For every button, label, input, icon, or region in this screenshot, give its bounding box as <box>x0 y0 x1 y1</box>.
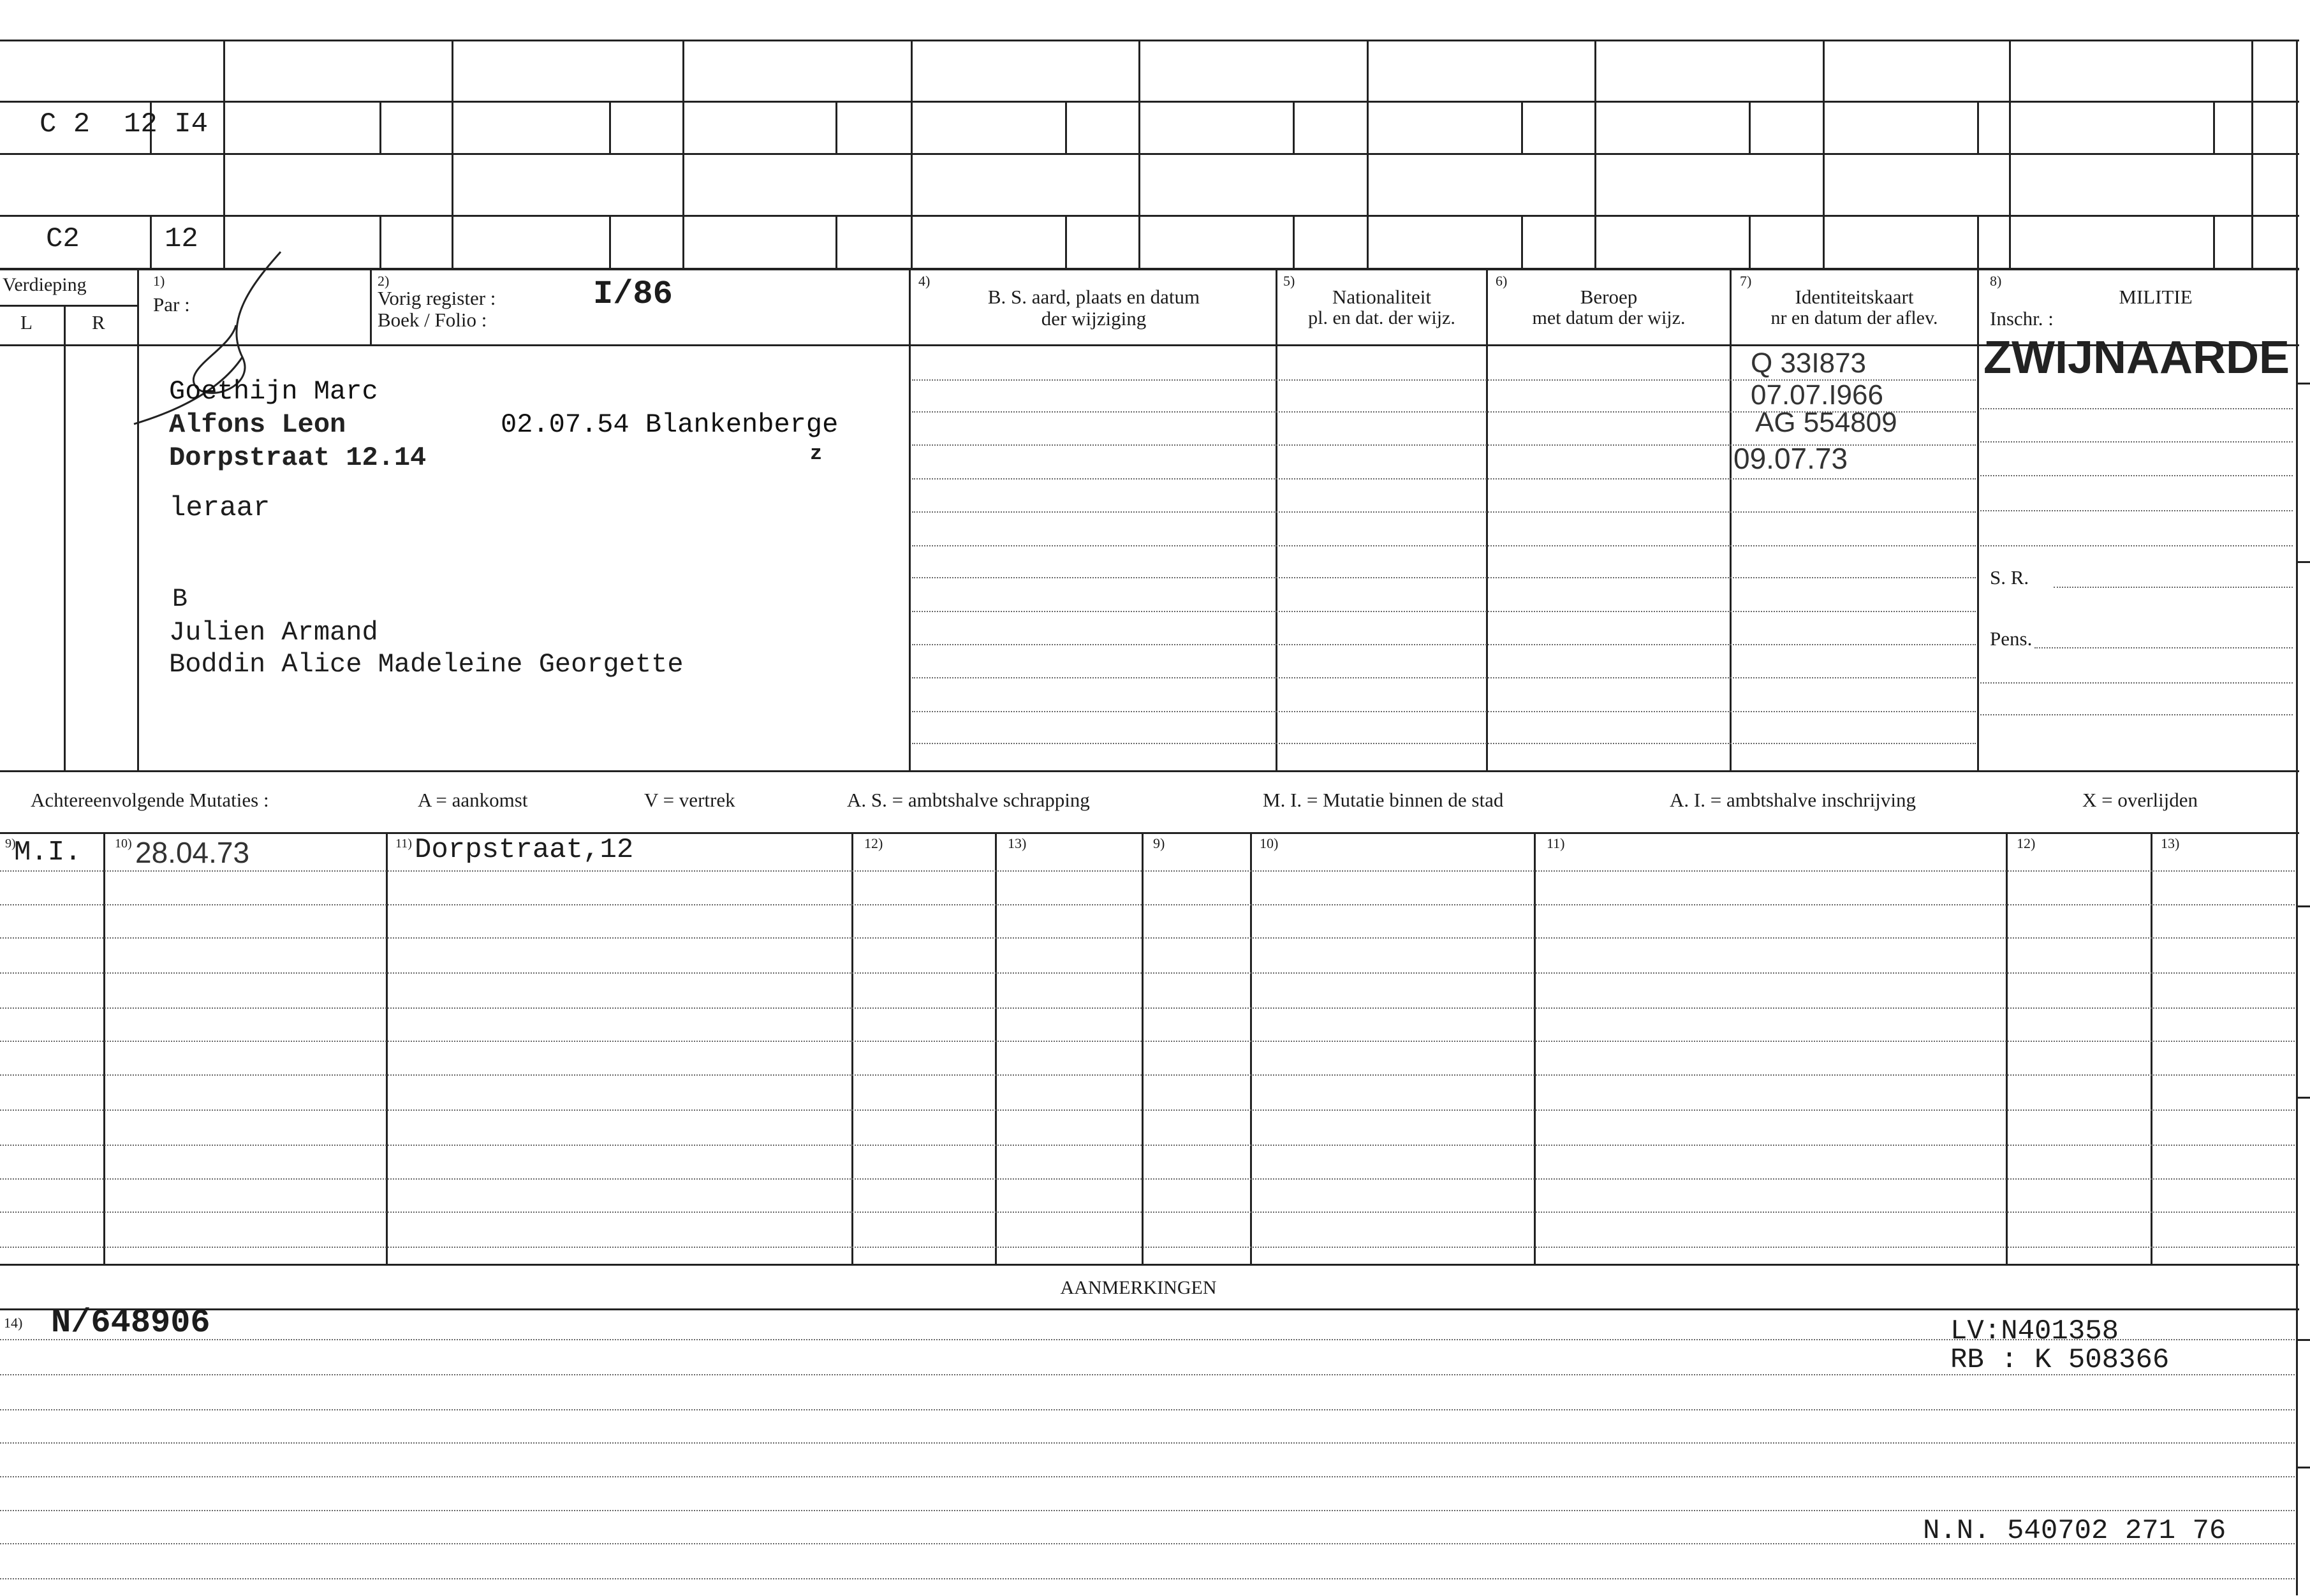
mutatie-type: M.I. <box>14 837 82 868</box>
col-12-num-b: 12) <box>2017 835 2036 851</box>
militie-inschr-value: ZWIJNAARDE <box>1983 332 2290 383</box>
legend-mi: M. I. = Mutatie binnen de stad <box>1263 789 1504 811</box>
field-7-num: 7) <box>1740 273 1752 289</box>
aanmerkingen-nn: N.N. 540702 271 76 <box>1923 1515 2226 1547</box>
field-5-line2: pl. en dat. der wijz. <box>1308 307 1455 328</box>
person-name-line1: Goethijn Marc <box>169 376 378 407</box>
col-l-label: L <box>20 311 33 333</box>
militie-sr-label: S. R. <box>1990 566 2029 589</box>
field-5-num: 5) <box>1283 273 1295 289</box>
id-card-line4: 09.07.73 <box>1733 442 1848 475</box>
field-4-line2: der wijziging <box>1041 307 1147 330</box>
field-7-line1: Identiteitskaart <box>1795 286 1914 308</box>
col-12-num: 12) <box>864 835 883 851</box>
field-8-line1: MILITIE <box>2119 286 2193 308</box>
legend-v: V = vertrek <box>644 789 735 811</box>
field-6-line2: met datum der wijz. <box>1532 307 1686 328</box>
mutatie-address: Dorpstraat,12 <box>415 834 634 866</box>
legend-x: X = overlijden <box>2082 789 2198 811</box>
person-z-mark: z <box>810 442 823 465</box>
field-6-num: 6) <box>1496 273 1508 289</box>
person-address: Dorpstraat 12.14 <box>169 443 427 473</box>
col-9-num-b: 9) <box>1153 835 1165 851</box>
person-b: B <box>172 585 188 614</box>
id-card-line2: 07.07.I966 <box>1751 379 1883 411</box>
field-7-line2: nr en datum der aflev. <box>1770 307 1938 328</box>
col-13-num: 13) <box>1008 835 1027 851</box>
top-code-row2-a: C2 <box>46 223 80 255</box>
legend-ai: A. I. = ambtshalve inschrijving <box>1670 789 1916 811</box>
col-9-num: 9) <box>5 837 16 851</box>
person-father: Julien Armand <box>169 617 378 648</box>
top-code-row1: C 2 12 I4 <box>40 108 209 140</box>
field-2-line2: Boek / Folio : <box>378 309 487 331</box>
field-4-num: 4) <box>918 273 931 289</box>
id-card-line3: AG 554809 <box>1755 407 1897 438</box>
legend-as: A. S. = ambtshalve schrapping <box>847 789 1090 811</box>
person-profession: leraar <box>169 492 270 524</box>
col-13-num-b: 13) <box>2161 835 2180 851</box>
aanmerkingen-title: AANMERKINGEN <box>1060 1277 1217 1298</box>
verdieping-label: Verdieping <box>3 274 87 295</box>
id-card-line1: Q 33I873 <box>1751 348 1867 379</box>
field-4-line1: B. S. aard, plaats en datum <box>987 286 1200 308</box>
field-8-line2: Inschr. : <box>1990 307 2054 330</box>
col-r-label: R <box>92 311 105 333</box>
field-14-num: 14) <box>4 1315 23 1331</box>
field-1-label: Par : <box>153 293 190 316</box>
field-2-num: 2) <box>378 273 390 289</box>
vorig-register-value: I/86 <box>593 275 673 313</box>
field-8-num: 8) <box>1990 273 2002 289</box>
militie-pens-label: Pens. <box>1990 627 2033 650</box>
person-name-line2: Alfons Leon <box>169 409 346 440</box>
col-11-num: 11) <box>395 837 412 851</box>
field-5-line1: Nationaliteit <box>1332 286 1431 308</box>
col-10-num: 10) <box>115 837 132 851</box>
mutatie-date: 28.04.73 <box>135 836 250 869</box>
col-11-num-b: 11) <box>1547 835 1565 851</box>
aanmerkingen-lv: LV:N401358 <box>1950 1315 2119 1347</box>
top-code-row2-b: 12 <box>165 223 198 255</box>
aanmerkingen-code: N/648906 <box>51 1304 210 1342</box>
mutaties-title: Achtereenvolgende Mutaties : <box>31 789 269 811</box>
field-2-line1: Vorig register : <box>378 287 496 309</box>
field-6-line1: Beroep <box>1580 286 1638 308</box>
field-1-num: 1) <box>153 273 165 289</box>
legend-a: A = aankomst <box>418 789 528 811</box>
person-birth: 02.07.54 Blankenberge <box>501 409 839 440</box>
aanmerkingen-rb: RB : K 508366 <box>1950 1344 2170 1376</box>
aanmerkingen-rule <box>0 1308 2299 1310</box>
col-10-num-b: 10) <box>1260 835 1279 851</box>
mutaties-top-rule <box>0 770 2299 772</box>
person-mother: Boddin Alice Madeleine Georgette <box>169 649 684 680</box>
